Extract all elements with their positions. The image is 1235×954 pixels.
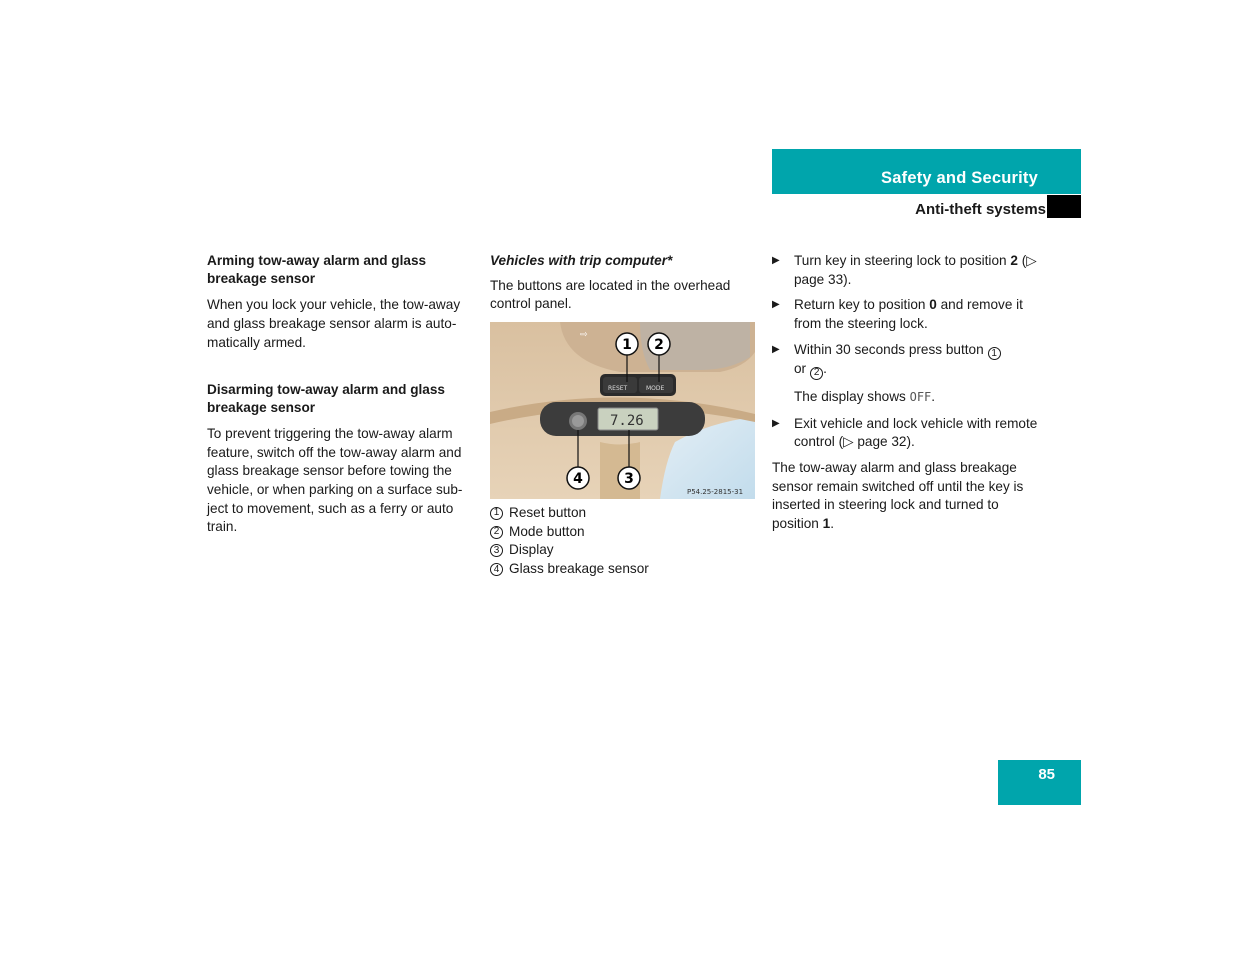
svg-text:⇨: ⇨ xyxy=(580,330,588,341)
overhead-panel-figure xyxy=(490,322,755,499)
display-value: 7.26 xyxy=(610,413,644,430)
paragraph-arming: When you lock your vehicle, the tow-away and glass breakage sensor alarm is auto-matically armed. xyxy=(207,297,461,350)
section-title: Safety and Security xyxy=(881,169,1038,187)
heading-disarming: Disarming tow-away alarm and glass breakage sensor xyxy=(207,381,445,415)
trip-computer-title: Vehicles with trip computer* xyxy=(490,253,673,268)
legend-text: Reset button xyxy=(509,505,587,521)
subsection-title: Anti-theft systems xyxy=(915,201,1046,218)
triangle-right-icon: ▶ xyxy=(772,343,780,355)
mode-label: MODE xyxy=(646,385,665,393)
heading-arming: Arming tow-away alarm and glass breakage sensor xyxy=(207,253,427,287)
section-header xyxy=(772,149,1081,194)
legend-number: 1 xyxy=(490,507,503,520)
paragraph-disarming: To prevent triggering the tow-away alarm feature, switch off the tow-away alarm and glass breakage sensor before towing the vehicle, or when parking on a surface sub-ject to movement, such as a ferry or auto train. xyxy=(207,425,463,535)
legend-text: Glass breakage sensor xyxy=(509,561,649,577)
display-shows-text: The display shows OFF. xyxy=(794,388,936,404)
triangle-right-icon: ▶ xyxy=(772,299,780,311)
subheader-marker xyxy=(1047,195,1081,218)
triangle-right-icon: ▶ xyxy=(772,417,780,429)
legend-number: 3 xyxy=(490,544,503,557)
callout-1: 1 xyxy=(622,337,632,354)
page-number-box xyxy=(998,760,1081,805)
legend-item xyxy=(490,560,758,579)
legend-text: Mode button xyxy=(509,523,585,539)
right-column xyxy=(772,252,1042,542)
left-column xyxy=(207,252,475,545)
reset-label: RESET xyxy=(608,385,628,393)
callout-2: 2 xyxy=(654,337,664,354)
legend-number: 4 xyxy=(490,563,503,576)
callout-3: 3 xyxy=(624,471,634,488)
legend-item xyxy=(490,504,758,523)
page-number: 85 xyxy=(1038,766,1055,783)
legend-item xyxy=(490,523,758,542)
triangle-right-icon: ▶ xyxy=(772,255,780,266)
middle-column xyxy=(490,252,758,579)
legend-text: Display xyxy=(509,542,554,558)
instruction-step: ▶ Within 30 seconds press button 1 or 2 . xyxy=(772,341,1042,380)
callout-4: 4 xyxy=(573,471,583,488)
instruction-step: ▶ Exit vehicle and lock vehicle with remote control (▷ page 32). xyxy=(772,415,1038,450)
figure-legend xyxy=(490,504,758,579)
legend-number: 2 xyxy=(490,526,503,539)
instruction-step: ▶ Return key to position 0 and remove it from the steering lock. xyxy=(772,297,1023,332)
figure-id: P54.25-2815-31 xyxy=(687,488,744,497)
buttons-location-text: The buttons are located in the overhead control panel. xyxy=(490,277,731,312)
closing-paragraph: The tow-away alarm and glass breakage sensor remain switched off until the key is inserted in steering lock and turned to position 1. xyxy=(772,459,1024,532)
instruction-step: ▶ Turn key in steering lock to position 2 (▷ page 33). xyxy=(772,253,1037,287)
legend-item xyxy=(490,541,758,560)
